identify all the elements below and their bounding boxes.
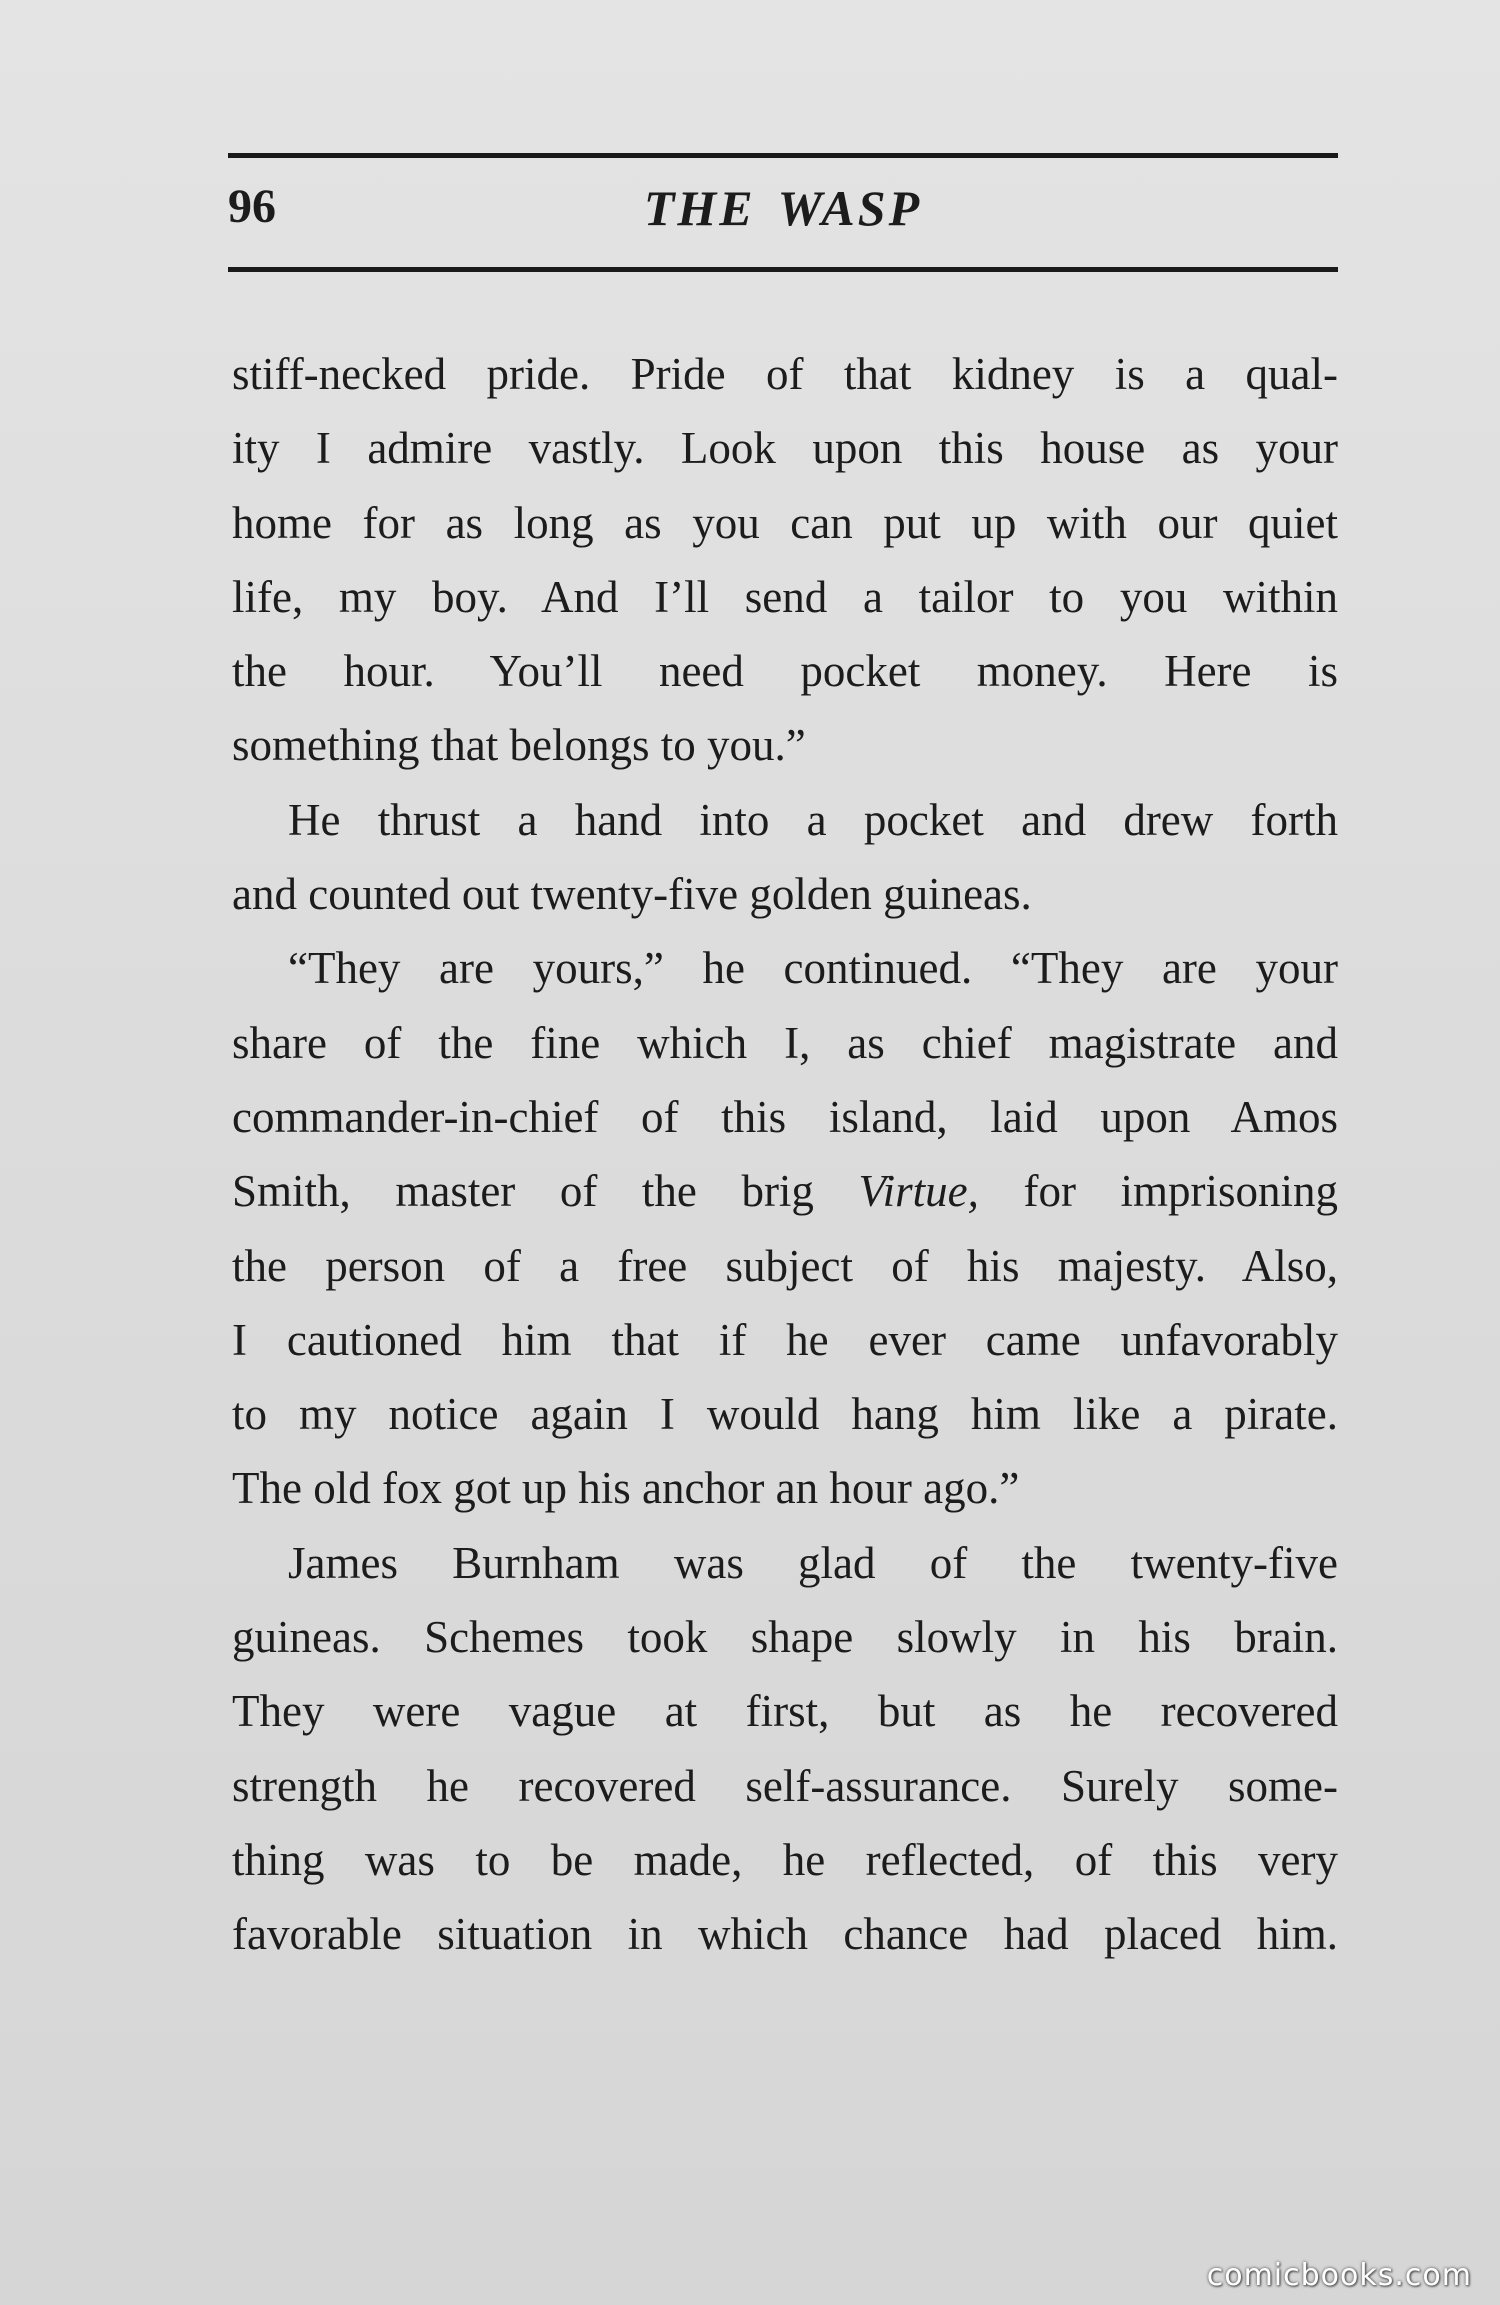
ship-name-italic: Virtue, [858, 1166, 979, 1217]
text-line: favorable situation in which chance had placed him. [232, 1909, 1338, 1960]
running-head-word: THE [643, 180, 756, 236]
text-line: I cautioned him that if he ever came unfavorably [232, 1314, 1338, 1365]
text-line: share of the fine which I, as chief magistrate and [232, 1017, 1338, 1068]
text-line: ity I admire vastly. Look upon this house as your [232, 423, 1338, 474]
page-number: 96 [228, 180, 276, 233]
running-head-word: WASP [777, 180, 923, 236]
text-line: The old fox got up his anchor an hour ago.” [232, 1463, 1020, 1514]
header-rule-bottom [228, 267, 1338, 272]
text-line: something that belongs to you.” [232, 720, 806, 771]
text-line: to my notice again I would hang him like a pirate. [232, 1389, 1338, 1440]
text-line: He thrust a hand into a pocket and drew forth [288, 794, 1338, 845]
text-line: “They are yours,” he continued. “They are your [288, 943, 1338, 994]
running-head [228, 180, 1338, 236]
text-line: James Burnham was glad of the twenty-five [288, 1537, 1338, 1588]
text-line [232, 1154, 1338, 1228]
text-line: life, my boy. And I’ll send a tailor to you within [232, 571, 1338, 622]
body-text [232, 337, 1338, 1972]
text-line: commander-in-chief of this island, laid upon Amos [232, 1091, 1338, 1142]
text-line: They were vague at first, but as he recovered [232, 1686, 1338, 1737]
text-line: stiff-necked pride. Pride of that kidney is a qual- [232, 349, 1338, 399]
text-line: and counted out twenty-five golden guineas. [232, 869, 1032, 920]
text-line: the hour. You’ll need pocket money. Here is [232, 646, 1338, 697]
text-line: thing was to be made, he reflected, of this very [232, 1834, 1338, 1885]
text-line: the person of a free subject of his majesty. Also, [232, 1240, 1338, 1291]
text-line: strength he recovered self-assurance. Surely some- [232, 1760, 1338, 1811]
text-run: for imprisoning [978, 1166, 1338, 1217]
text-line: guineas. Schemes took shape slowly in his brain. [232, 1612, 1338, 1663]
text-run: Smith, master of the brig [232, 1166, 859, 1217]
header-rule-top [228, 153, 1338, 158]
text-line: home for as long as you can put up with our quiet [232, 497, 1338, 548]
watermark: comicbooks.com [1206, 2258, 1472, 2293]
